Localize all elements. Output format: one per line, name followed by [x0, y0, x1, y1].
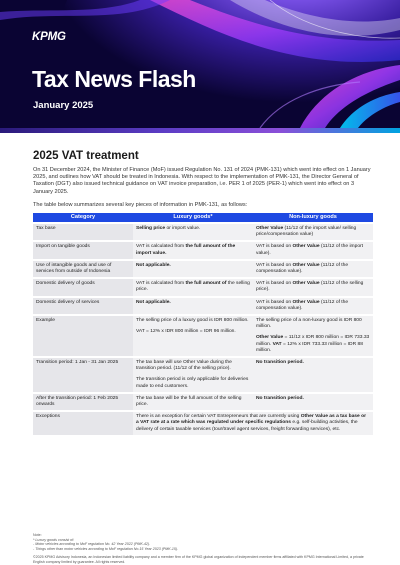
cell-bold-text: Other Value	[256, 226, 284, 232]
non-luxury-cell	[253, 393, 373, 411]
luxury-cell	[133, 223, 253, 241]
cell-text: There is an exception for certain VAT Entrepreneurs that are currently using	[136, 414, 301, 420]
vat-summary-table	[33, 213, 373, 435]
exceptions-cell	[133, 411, 373, 435]
cell-bold-text: Other Value	[256, 335, 284, 341]
cell-bold-text: Not applicable.	[136, 262, 171, 268]
cell-text: = 12% x IDR 733.33 million = IDR 88 million.	[256, 341, 363, 353]
non-luxury-cell	[253, 241, 373, 259]
table-row	[33, 241, 373, 259]
cell-bold-text: Other Value	[292, 244, 320, 250]
non-luxury-cell	[253, 278, 373, 296]
table-row	[33, 297, 373, 315]
cell-text: (11/12 of the compensation value).	[256, 262, 349, 275]
cell-text: = 11/12 x IDR 800 million = IDR 733.33 million.	[256, 335, 370, 347]
table-row	[33, 393, 373, 411]
category-cell: Import on tangible goods	[33, 241, 133, 259]
column-header-category: Category	[33, 213, 133, 223]
table-row	[33, 278, 373, 296]
cell-text: (11/12 of the import value).	[256, 244, 364, 256]
cell-bold-text: Selling price	[136, 226, 166, 232]
luxury-cell	[133, 297, 253, 315]
luxury-cell	[133, 357, 253, 393]
luxury-cell	[133, 393, 253, 411]
cell-text: The tax base will be the full amount of the selling price.	[136, 395, 242, 408]
category-cell: Exceptions	[33, 411, 133, 435]
kpmg-logo: KPMG	[32, 31, 66, 43]
cell-bold-text: No transition period.	[256, 360, 304, 366]
publication-date: January 2025	[33, 100, 94, 111]
table-lead-paragraph: The table below summarizes several key pieces of information in PMK-131, as follows:	[33, 201, 248, 208]
cell-text: VAT = 12% x IDR 800 million = IDR 96 million.	[136, 329, 236, 335]
column-header-non-luxury: Non-luxury goods	[253, 213, 373, 223]
cell-text: the selling price.	[136, 281, 250, 293]
cell-text: The tax base will use Other Value during the transition period. (11/12 of the selling price).	[136, 360, 232, 372]
cell-bold-text: the full amount of the import value.	[136, 244, 236, 256]
column-header-luxury: Luxury goods*	[133, 213, 253, 223]
footer-note-subtitle: * Luxury goods consist of:	[33, 537, 75, 542]
table-body	[33, 223, 373, 435]
non-luxury-cell	[253, 315, 373, 357]
footer-note-label: Note:	[33, 533, 42, 537]
non-luxury-cell	[253, 357, 373, 393]
cell-text: e.g. self-building activities, the delivery of certain taxable services (tour/travel agent services, freight forwarding services), etc.	[136, 420, 358, 432]
cell-bold-text: VAT	[272, 341, 282, 347]
cell-bold-text: the full amount of	[185, 281, 227, 287]
luxury-cell	[133, 315, 253, 357]
cell-text: VAT is calculated from	[136, 244, 186, 250]
cell-bold-text: Other Value as a tax base or a VAT rate at a rate which was regulated under specific regulations	[136, 414, 366, 426]
cell-text: The selling price of a non-luxury good is IDR 800 million.	[256, 318, 362, 330]
non-luxury-cell	[253, 223, 373, 241]
luxury-cell	[133, 278, 253, 296]
article-heading: 2025 VAT treatment	[33, 150, 139, 162]
table-row	[33, 260, 373, 278]
category-cell: Domestic delivery of goods	[33, 278, 133, 296]
cell-text: (11/12 of the selling price).	[256, 281, 364, 293]
cell-text: VAT is based on	[256, 281, 293, 287]
header-stripe	[0, 128, 400, 133]
cell-bold-text: Other Value	[292, 281, 320, 287]
category-cell: Tax base	[33, 223, 133, 241]
cell-bold-text: Not applicable.	[136, 299, 171, 305]
footer	[33, 533, 373, 565]
cell-text: The transition period is only applicable for deliveries made to end customers.	[136, 377, 249, 389]
table-row	[33, 411, 373, 435]
cell-text: VAT is calculated from	[136, 281, 186, 287]
cell-text: (11/12 of the compensation value).	[256, 299, 349, 311]
cell-text: or import value.	[165, 226, 201, 232]
cell-text: (11/12 of the import value/ selling price/compensation value)	[256, 226, 357, 238]
non-luxury-cell	[253, 297, 373, 315]
footer-note-item: - Things other than motor vehicles according to MoF regulation No.15 Year 2023 (PMK-15).	[33, 546, 179, 551]
cell-text: VAT is based on	[256, 244, 293, 250]
cell-text: VAT is based on	[256, 299, 293, 305]
header-banner	[0, 0, 400, 128]
table-row	[33, 315, 373, 357]
non-luxury-cell	[253, 260, 373, 278]
table-row	[33, 223, 373, 241]
category-cell: Use of intangible goods and use of services from outside of Indonesia	[33, 260, 133, 278]
category-cell: After the transition period: 1 Feb 2025 onwards	[33, 393, 133, 411]
category-cell: Domestic delivery of services	[33, 297, 133, 315]
intro-paragraph: On 31 December 2024, the Minister of Finance (MoF) issued Regulation No. 131 of 2024 (PMK-131) which went into effect on 1 January 2025, and outlines how VAT should be treated in Indonesia. With respect to the implementation of PMK-131, the Director General of Taxation (DGT) also issued technical guidance on VAT invoice preparation, i.e. PER 1 of 2025 (PER-1) which went into effect on 3 January 2025.	[33, 167, 371, 195]
page-title: Tax News Flash	[32, 66, 196, 92]
cell-bold-text: Other Value	[292, 299, 320, 305]
cell-text: VAT is based on	[256, 262, 293, 268]
copyright-text: ©2025 KPMG Advisory Indonesia, an Indonesian limited liability company and a member firm of the KPMG global organization of independent member firms affiliated with KPMG International Limited, a private English company limited by guarantee. All rights reserved.	[33, 555, 364, 564]
cell-text: The selling price of a luxury good is IDR 800 million.	[136, 318, 249, 324]
luxury-cell	[133, 260, 253, 278]
cell-bold-text: Other Value	[292, 262, 320, 268]
category-cell: Transition period: 1 Jan - 31 Jan 2025	[33, 357, 133, 393]
table-header-row	[33, 213, 373, 223]
footer-note-item: - Motor vehicles according to MoF regulation No. 42 Year 2022 (PMK-42).	[33, 542, 151, 547]
table-row	[33, 357, 373, 393]
category-cell: Example	[33, 315, 133, 357]
luxury-cell	[133, 241, 253, 259]
cell-bold-text: No transition period.	[256, 395, 304, 401]
article-content	[33, 150, 373, 435]
